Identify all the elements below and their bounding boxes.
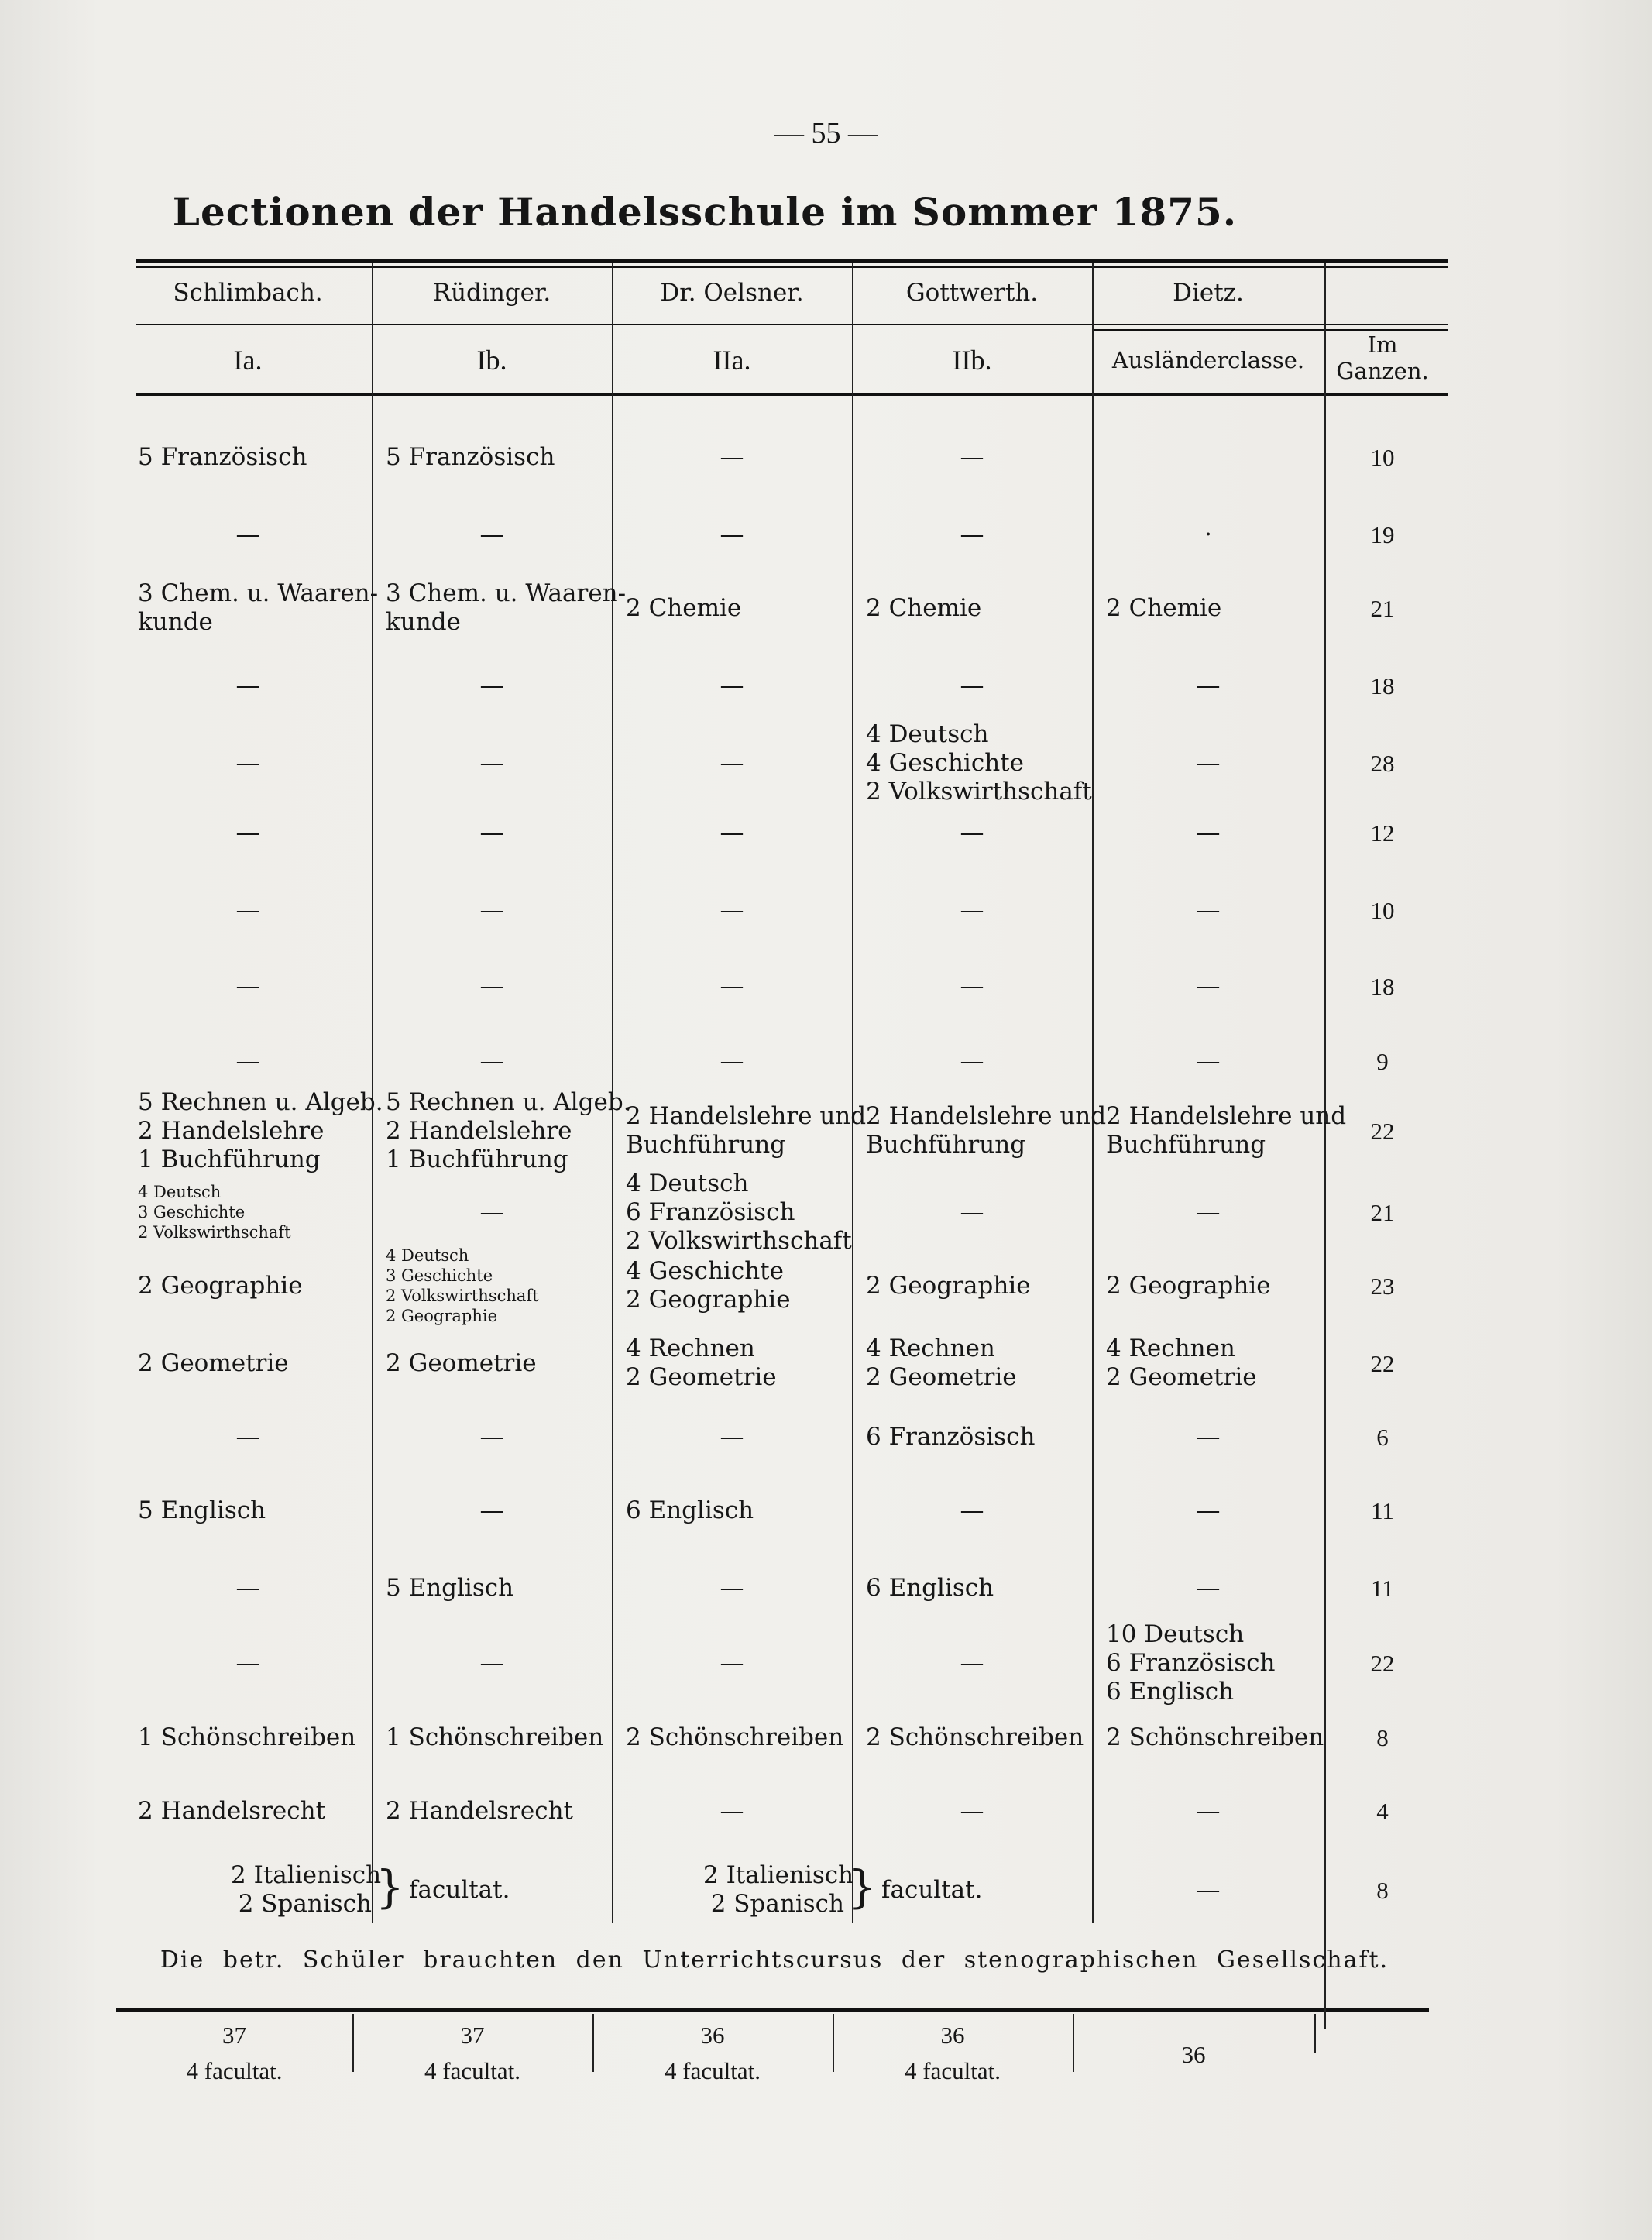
empty-cell-dash: — (720, 1046, 744, 1075)
lesson-entry: 5 Rechnen u. Algeb. 2 Handelslehre 1 Buchführung (386, 1087, 631, 1173)
empty-cell-dash: — (720, 895, 744, 924)
class-header: Ib. (476, 344, 507, 376)
empty-cell-dash: — (235, 520, 260, 548)
empty-cell-dash: — (479, 1648, 504, 1677)
empty-cell-dash: — (1196, 1573, 1221, 1602)
lesson-entry: 3 Chem. u. Waaren- kunde (386, 579, 627, 636)
empty-cell-dash: — (235, 895, 260, 924)
lesson-entry: 4 Deutsch 6 Französisch 2 Volkswirthschaft (626, 1169, 852, 1255)
empty-cell-dash: — (720, 442, 744, 471)
empty-cell-dash: — (479, 1496, 504, 1524)
header-thin-rule (136, 266, 1448, 268)
row-total: 23 (1370, 1272, 1395, 1300)
lesson-entry: 2 Geographie (1106, 1271, 1271, 1300)
lesson-entry: 5 Französisch (386, 442, 555, 471)
lesson-entry: 2 Geometrie (138, 1348, 289, 1377)
lesson-entry: 4 Geschichte 2 Geographie (626, 1257, 791, 1314)
empty-cell-dash: · (1204, 520, 1212, 548)
lesson-entry: 6 Englisch (626, 1496, 754, 1524)
teacher-row-rule (136, 324, 1448, 325)
lesson-entry: 2 Handelslehre und Buchführung (1106, 1102, 1347, 1159)
empty-cell-dash: — (960, 442, 984, 471)
empty-cell-dash: — (235, 671, 260, 699)
empty-cell-dash: — (479, 971, 504, 1000)
lesson-entry: 2 Geographie (138, 1271, 303, 1300)
lesson-entry: 4 Rechnen 2 Geometrie (626, 1335, 777, 1391)
empty-cell-dash: — (235, 748, 260, 777)
lesson-entry: 2 Handelslehre und Buchführung (626, 1102, 867, 1159)
empty-cell-dash: — (235, 1573, 260, 1602)
column-total: 37 4 facultat. (186, 2022, 283, 2084)
lesson-entry: 2 Geometrie (386, 1348, 537, 1377)
row-total: 9 (1376, 1047, 1389, 1075)
empty-cell-dash: — (1196, 895, 1221, 924)
empty-cell-dash: — (960, 895, 984, 924)
class-header: Ia. (233, 344, 263, 376)
teacher-name: Dietz. (1173, 278, 1244, 307)
lesson-entry: 4 Deutsch 3 Geschichte 2 Volkswirthschaft 2 Geographie (386, 1246, 539, 1325)
empty-cell-dash: — (235, 971, 260, 1000)
facultative-label: facultat. (881, 1875, 983, 1904)
empty-cell-dash: — (960, 1496, 984, 1524)
lesson-entry: 4 Deutsch 4 Geschichte 2 Volkswirthschaft (866, 720, 1092, 806)
empty-cell-dash: — (1196, 818, 1221, 847)
row-total: 12 (1370, 819, 1395, 847)
empty-cell-dash: — (720, 1422, 744, 1451)
row-total: 19 (1370, 520, 1395, 548)
column-total: 37 4 facultat. (424, 2022, 520, 2084)
column-divider (1314, 2014, 1316, 2053)
empty-cell-dash: — (720, 818, 744, 847)
column-total: 36 4 facultat. (905, 2022, 1001, 2084)
row-total: 28 (1370, 749, 1395, 777)
row-total: 18 (1370, 972, 1395, 1000)
empty-cell-dash: — (479, 1422, 504, 1451)
empty-cell-dash: — (479, 520, 504, 548)
lesson-entry: 1 Schönschreiben (138, 1723, 356, 1751)
page-number: — 55 — (774, 117, 878, 149)
empty-cell-dash: — (1196, 1422, 1221, 1451)
lesson-entry: 2 Handelslehre und Buchführung (866, 1102, 1107, 1159)
empty-cell-dash: — (1196, 671, 1221, 699)
lesson-entry: 2 Handelsrecht (138, 1796, 326, 1825)
lesson-entry: 6 Französisch (866, 1422, 1036, 1451)
teacher-row-rule-2 (1092, 329, 1448, 331)
lesson-entry: 2 Schönschreiben (866, 1723, 1084, 1751)
lesson-entry: 2 Schönschreiben (626, 1723, 844, 1751)
lesson-entry: 5 Englisch (386, 1573, 514, 1602)
row-total: 8 (1376, 1723, 1389, 1751)
row-total: 4 (1376, 1797, 1389, 1825)
row-total: 10 (1370, 896, 1395, 924)
empty-cell-dash: — (960, 1046, 984, 1075)
empty-cell-dash: — (479, 748, 504, 777)
row-total: 22 (1370, 1349, 1395, 1377)
empty-cell-dash: — (720, 1648, 744, 1677)
page-title: Lectionen der Handelsschule im Sommer 1875. (172, 189, 1238, 235)
row-total: 22 (1370, 1117, 1395, 1145)
empty-cell-dash: — (235, 1648, 260, 1677)
empty-cell-dash: — (1196, 1496, 1221, 1524)
empty-cell-dash: — (479, 1046, 504, 1075)
lesson-entry: 4 Rechnen 2 Geometrie (866, 1335, 1017, 1391)
lesson-entry: 5 Rechnen u. Algeb. 2 Handelslehre 1 Buchführung (138, 1087, 383, 1173)
empty-cell-dash: — (235, 1046, 260, 1075)
brace-symbol: } (848, 1860, 877, 1913)
row-total: 10 (1370, 443, 1395, 471)
empty-cell-dash: — (1196, 1875, 1221, 1904)
empty-cell-dash: — (960, 971, 984, 1000)
lesson-entry: 10 Deutsch 6 Französisch 6 Englisch (1106, 1620, 1276, 1706)
facultative-label: facultat. (409, 1875, 510, 1904)
class-header: Ausländerclasse. (1111, 346, 1305, 373)
class-header: IIb. (952, 344, 992, 376)
lesson-entry: 2 Handelsrecht (386, 1796, 574, 1825)
lesson-entry: 6 Englisch (866, 1573, 994, 1602)
class-header: Im Ganzen. (1336, 332, 1429, 384)
brace-symbol: } (376, 1860, 404, 1913)
empty-cell-dash: — (479, 1197, 504, 1226)
table-top-rule (136, 259, 1448, 263)
facultative-subjects: 2 Italienisch 2 Spanisch (703, 1861, 854, 1918)
column-total: 36 4 facultat. (665, 2022, 761, 2084)
lesson-entry: 2 Chemie (866, 593, 982, 622)
empty-cell-dash: — (720, 520, 744, 548)
teacher-name: Gottwerth. (905, 278, 1039, 307)
lesson-entry: 5 Englisch (138, 1496, 266, 1524)
lesson-entry: 2 Chemie (626, 593, 742, 622)
row-total: 18 (1370, 672, 1395, 699)
empty-cell-dash: — (720, 1796, 744, 1825)
empty-cell-dash: — (720, 1573, 744, 1602)
teacher-name: Schlimbach. (173, 278, 323, 307)
lesson-entry: 1 Schönschreiben (386, 1723, 604, 1751)
teacher-name: Dr. Oelsner. (660, 278, 804, 307)
empty-cell-dash: — (960, 671, 984, 699)
row-total: 21 (1370, 1198, 1395, 1226)
empty-cell-dash: — (720, 748, 744, 777)
totals-top-rule (116, 2008, 1429, 2012)
lesson-entry: 4 Rechnen 2 Geometrie (1106, 1335, 1257, 1391)
lesson-entry: 2 Schönschreiben (1106, 1723, 1324, 1751)
lesson-entry: 2 Chemie (1106, 593, 1222, 622)
empty-cell-dash: — (1196, 1046, 1221, 1075)
lesson-entry: 4 Deutsch 3 Geschichte 2 Volkswirthschaft (138, 1183, 291, 1242)
empty-cell-dash: — (1196, 1796, 1221, 1825)
empty-cell-dash: — (960, 520, 984, 548)
empty-cell-dash: — (1196, 1197, 1221, 1226)
column-total: 36 (1181, 2041, 1206, 2068)
row-total: 21 (1370, 594, 1395, 622)
empty-cell-dash: — (235, 1422, 260, 1451)
empty-cell-dash: — (479, 818, 504, 847)
empty-cell-dash: — (235, 818, 260, 847)
empty-cell-dash: — (960, 1197, 984, 1226)
lesson-entry: 5 Französisch (138, 442, 307, 471)
empty-cell-dash: — (960, 1648, 984, 1677)
row-total: 11 (1371, 1574, 1394, 1602)
row-total: 8 (1376, 1876, 1389, 1904)
facultative-subjects: 2 Italienisch 2 Spanisch (231, 1861, 382, 1918)
empty-cell-dash: — (960, 818, 984, 847)
lesson-entry: 3 Chem. u. Waaren- kunde (138, 579, 379, 636)
teacher-name: Rüdinger. (432, 278, 551, 307)
row-total: 22 (1370, 1649, 1395, 1677)
empty-cell-dash: — (960, 1796, 984, 1825)
class-header: IIa. (713, 344, 751, 376)
class-row-rule (136, 393, 1448, 396)
row-total: 11 (1371, 1496, 1394, 1524)
footnote: Die betr. Schüler brauchten den Unterrichtscursus der stenographischen Gesellschaft. (160, 1946, 1389, 1974)
empty-cell-dash: — (720, 671, 744, 699)
empty-cell-dash: — (479, 895, 504, 924)
row-total: 6 (1376, 1423, 1389, 1451)
empty-cell-dash: — (1196, 971, 1221, 1000)
lesson-entry: 2 Geographie (866, 1271, 1031, 1300)
empty-cell-dash: — (1196, 748, 1221, 777)
empty-cell-dash: — (479, 671, 504, 699)
empty-cell-dash: — (720, 971, 744, 1000)
